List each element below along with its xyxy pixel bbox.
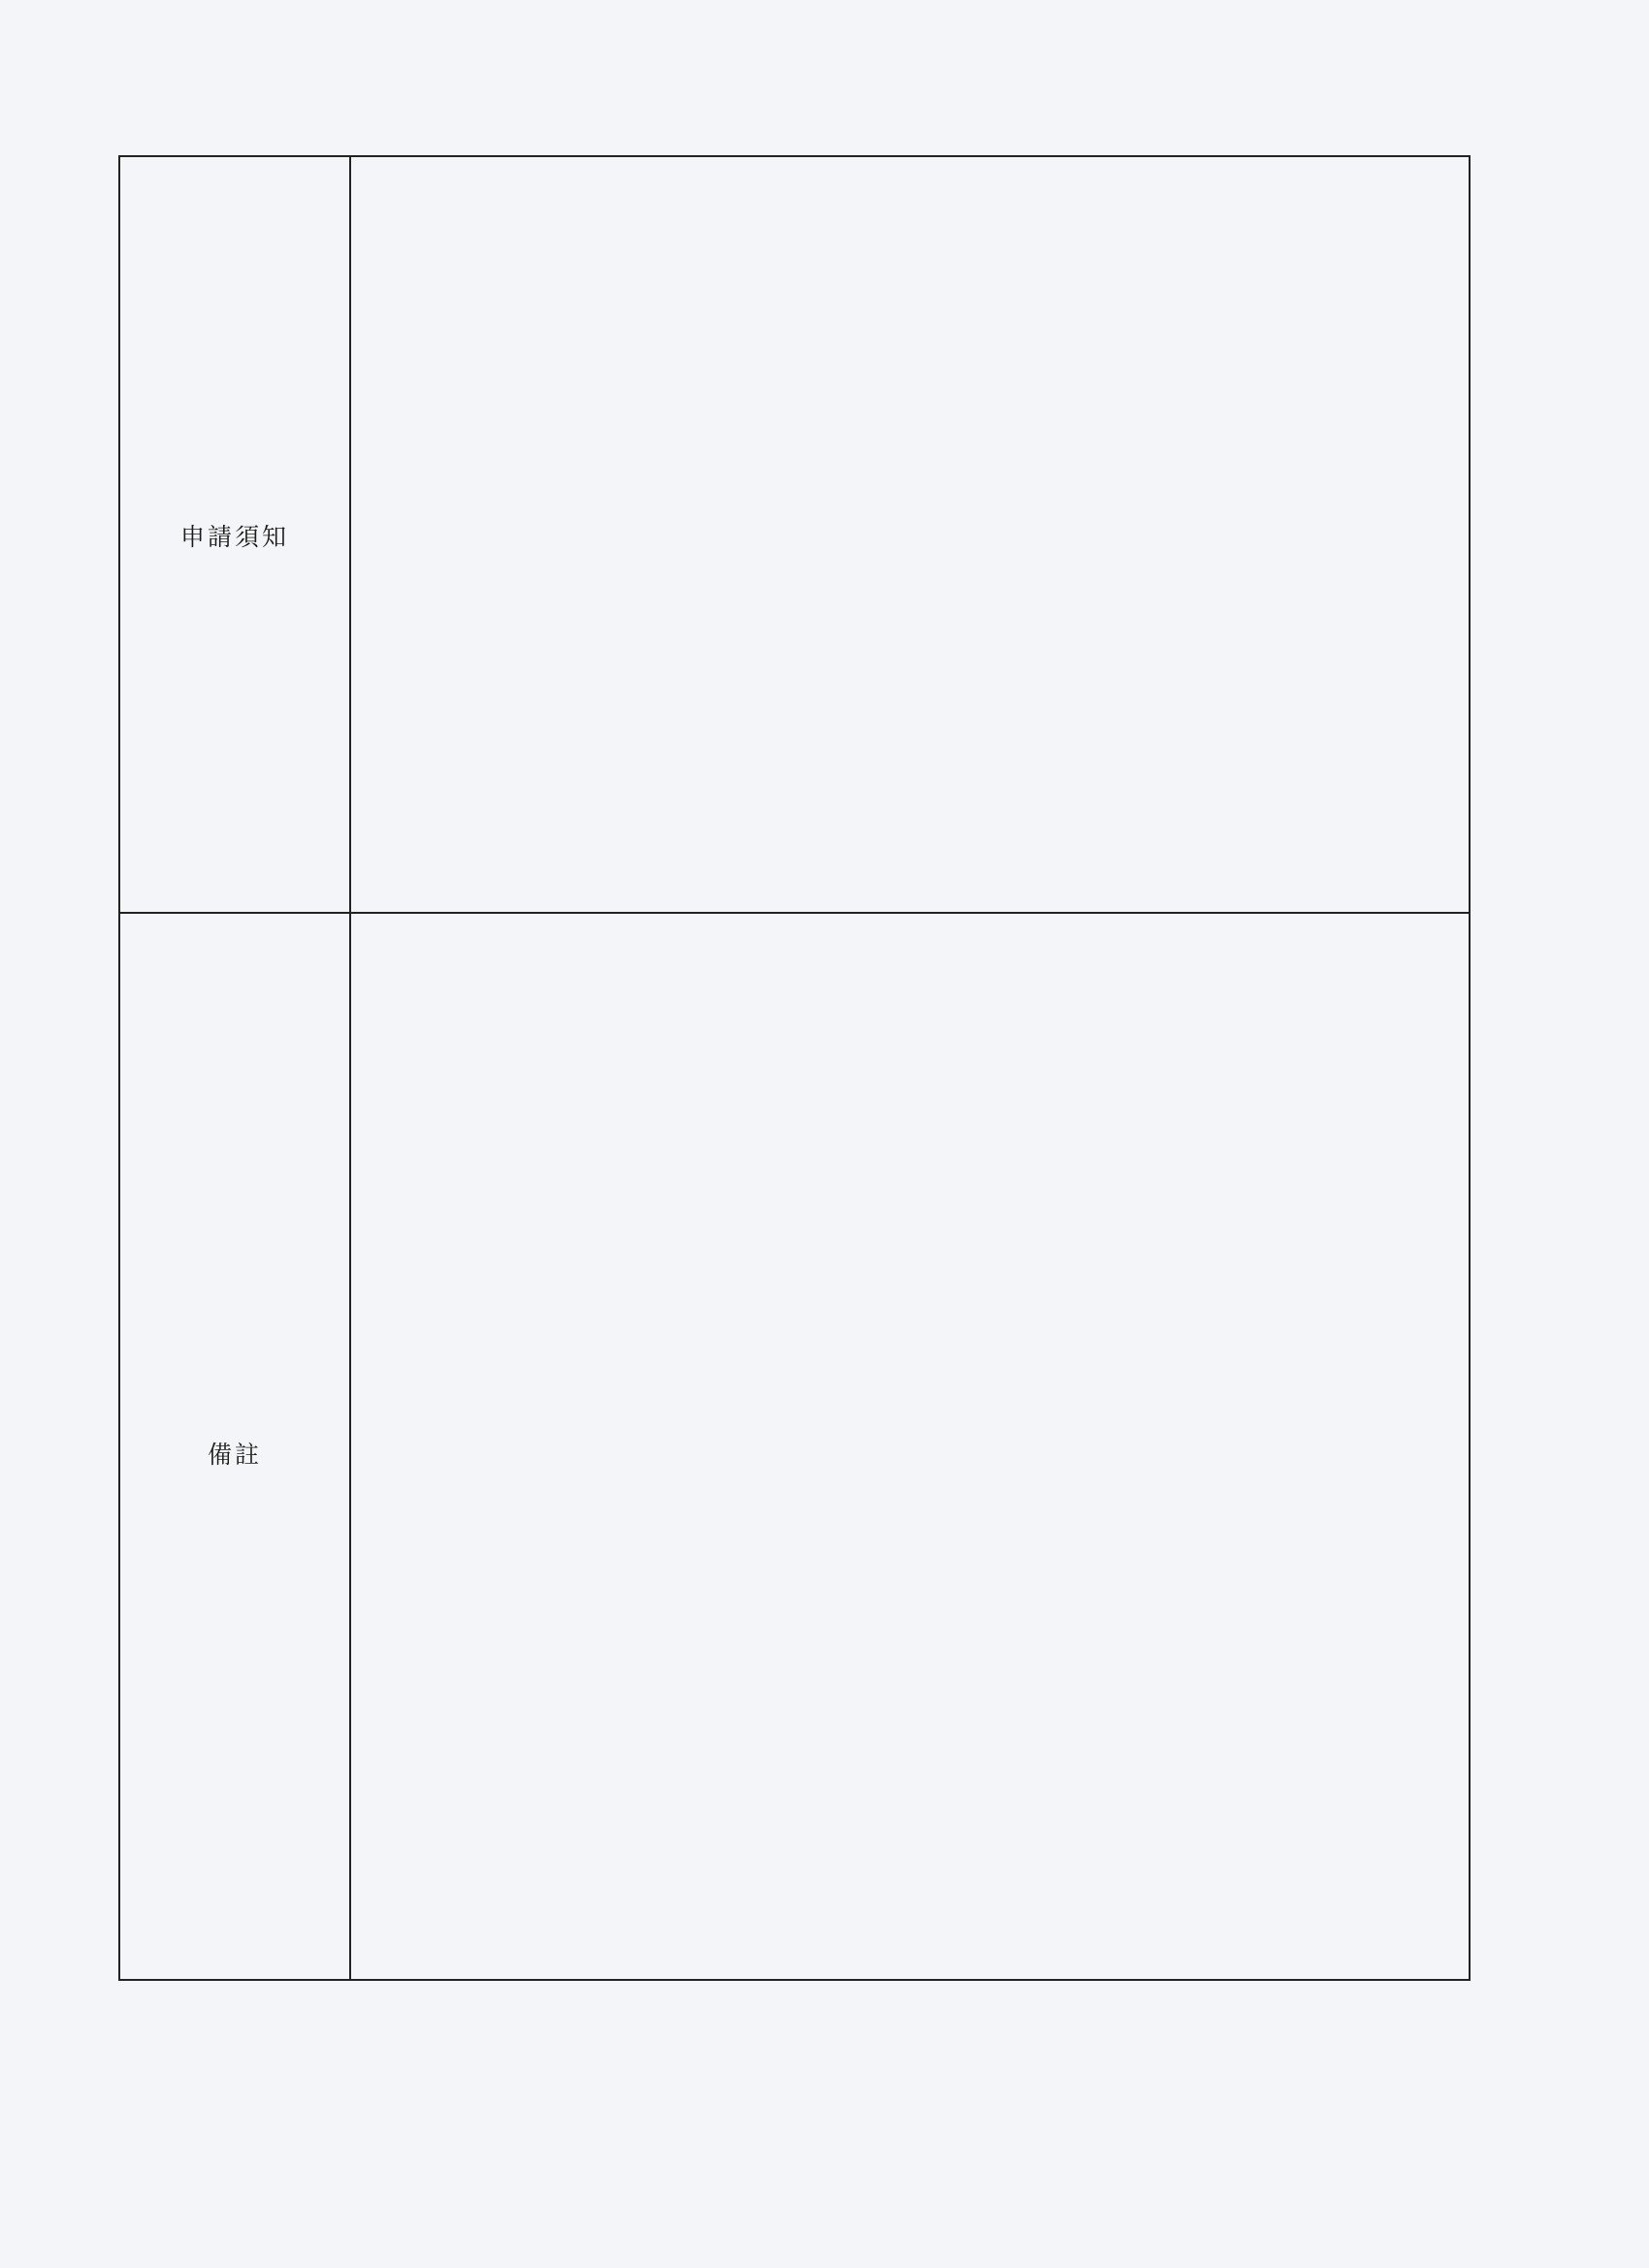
row-divider: [120, 912, 1469, 914]
application-label: 申請須知: [179, 523, 289, 551]
notice-table: [118, 155, 1471, 1981]
remarks-label: 備註: [207, 1441, 262, 1469]
column-divider: [349, 157, 351, 1979]
